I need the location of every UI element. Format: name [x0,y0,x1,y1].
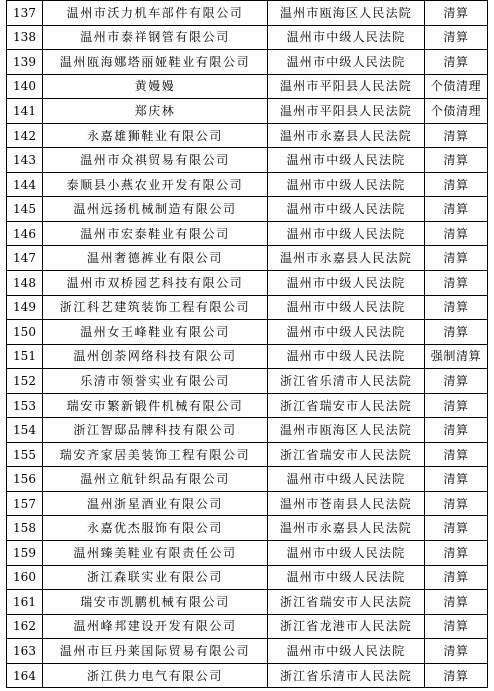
case-type: 个债清理 [425,99,488,124]
row-number: 161 [7,590,43,615]
table-row [7,1,488,26]
table-row [7,418,488,443]
court-name: 温州市中级人民法院 [268,25,425,50]
company-name: 温州市巨丹莱国际贸易有限公司 [43,639,268,664]
company-name: 永嘉雄狮鞋业有限公司 [43,123,268,148]
table-row [7,148,488,173]
company-name: 温州市双桥园艺科技有限公司 [43,271,268,296]
case-type: 清算 [425,1,488,26]
case-type: 清算 [425,320,488,345]
case-type: 清算 [425,25,488,50]
company-name: 浙江智邸品牌科技有限公司 [43,418,268,443]
company-name: 温州瓯海娜塔丽娅鞋业有限公司 [43,50,268,75]
company-name: 温州浙星酒业有限公司 [43,491,268,516]
court-name: 温州市瓯海区人民法院 [268,1,425,26]
court-name: 温州市中级人民法院 [268,639,425,664]
court-name: 温州市中级人民法院 [268,344,425,369]
court-name: 温州市永嘉县人民法院 [268,516,425,541]
case-type: 清算 [425,172,488,197]
case-table-body [7,1,488,688]
court-name: 浙江省乐清市人民法院 [268,369,425,394]
row-number: 147 [7,246,43,271]
table-row [7,590,488,615]
row-number: 158 [7,516,43,541]
court-name: 温州市中级人民法院 [268,467,425,492]
table-row [7,491,488,516]
table-row [7,172,488,197]
court-name: 温州市中级人民法院 [268,295,425,320]
company-name: 温州市众祺贸易有限公司 [43,148,268,173]
court-name: 温州市中级人民法院 [268,148,425,173]
court-name: 温州市瓯海区人民法院 [268,418,425,443]
row-number: 139 [7,50,43,75]
case-type: 清算 [425,393,488,418]
court-name: 温州市苍南县人民法院 [268,491,425,516]
case-type: 清算 [425,663,488,688]
company-name: 瑞安市繁新锻件机械有限公司 [43,393,268,418]
table-row [7,197,488,222]
table-row [7,246,488,271]
case-type: 清算 [425,467,488,492]
table-row [7,369,488,394]
court-name: 浙江省瑞安市人民法院 [268,393,425,418]
row-number: 157 [7,491,43,516]
row-number: 140 [7,74,43,99]
company-name: 泰顺县小燕农业开发有限公司 [43,172,268,197]
case-type: 清算 [425,221,488,246]
court-name: 温州市中级人民法院 [268,565,425,590]
row-number: 146 [7,221,43,246]
case-type: 清算 [425,639,488,664]
company-name: 浙江供力电气有限公司 [43,663,268,688]
case-type: 清算 [425,565,488,590]
case-type: 清算 [425,590,488,615]
table-row [7,393,488,418]
case-type: 清算 [425,50,488,75]
company-name: 温州远扬机械制造有限公司 [43,197,268,222]
row-number: 164 [7,663,43,688]
company-name: 瑞安齐家居美装饰工程有限公司 [43,442,268,467]
case-type: 清算 [425,442,488,467]
case-type: 清算 [425,148,488,173]
court-name: 温州市中级人民法院 [268,50,425,75]
row-number: 156 [7,467,43,492]
company-name: 温州女王峰鞋业有限公司 [43,320,268,345]
company-name: 浙江科艺建筑装饰工程有限公司 [43,295,268,320]
case-type: 清算 [425,614,488,639]
case-table [6,0,488,688]
court-name: 浙江省瑞安市人民法院 [268,442,425,467]
company-name: 温州创荼网络科技有限公司 [43,344,268,369]
table-row [7,123,488,148]
company-name: 永嘉优杰服饰有限公司 [43,516,268,541]
company-name: 温州市泰祥钢管有限公司 [43,25,268,50]
court-name: 温州市平阳县人民法院 [268,74,425,99]
court-name: 温州市永嘉县人民法院 [268,123,425,148]
row-number: 138 [7,25,43,50]
row-number: 162 [7,614,43,639]
table-row [7,50,488,75]
case-type: 清算 [425,418,488,443]
company-name: 温州市宏泰鞋业有限公司 [43,221,268,246]
row-number: 159 [7,541,43,566]
row-number: 141 [7,99,43,124]
row-number: 145 [7,197,43,222]
table-row [7,541,488,566]
row-number: 151 [7,344,43,369]
case-type: 清算 [425,295,488,320]
company-name: 温州奢德裤业有限公司 [43,246,268,271]
case-type: 强制清算 [425,344,488,369]
case-type: 清算 [425,271,488,296]
table-row [7,295,488,320]
table-row [7,271,488,296]
row-number: 149 [7,295,43,320]
court-name: 温州市中级人民法院 [268,221,425,246]
company-name: 瑞安市凯鹏机械有限公司 [43,590,268,615]
row-number: 154 [7,418,43,443]
row-number: 148 [7,271,43,296]
court-name: 温州市中级人民法院 [268,172,425,197]
company-name: 乐清市领誉实业有限公司 [43,369,268,394]
table-row [7,639,488,664]
company-name: 温州市沃力机车部件有限公司 [43,1,268,26]
row-number: 144 [7,172,43,197]
court-name: 温州市中级人民法院 [268,320,425,345]
company-name: 温州立航针织品有限公司 [43,467,268,492]
table-row [7,565,488,590]
case-type: 清算 [425,541,488,566]
case-type: 清算 [425,369,488,394]
table-row [7,74,488,99]
row-number: 142 [7,123,43,148]
court-name: 浙江省乐清市人民法院 [268,663,425,688]
row-number: 160 [7,565,43,590]
row-number: 143 [7,148,43,173]
table-row [7,25,488,50]
court-name: 浙江省龙港市人民法院 [268,614,425,639]
table-row [7,221,488,246]
table-row [7,320,488,345]
row-number: 152 [7,369,43,394]
table-row [7,344,488,369]
court-name: 温州市中级人民法院 [268,197,425,222]
case-type: 清算 [425,516,488,541]
table-row [7,442,488,467]
row-number: 155 [7,442,43,467]
row-number: 163 [7,639,43,664]
row-number: 153 [7,393,43,418]
company-name: 黄嫚嫚 [43,74,268,99]
court-name: 浙江省瑞安市人民法院 [268,590,425,615]
court-name: 温州市中级人民法院 [268,271,425,296]
case-type: 清算 [425,491,488,516]
court-name: 温州市中级人民法院 [268,541,425,566]
row-number: 150 [7,320,43,345]
court-name: 温州市永嘉县人民法院 [268,246,425,271]
case-type: 个债清理 [425,74,488,99]
case-type: 清算 [425,123,488,148]
case-type: 清算 [425,246,488,271]
case-type: 清算 [425,197,488,222]
table-row [7,663,488,688]
table-row [7,99,488,124]
table-row [7,516,488,541]
table-row [7,467,488,492]
company-name: 浙江森联实业有限公司 [43,565,268,590]
company-name: 温州臻美鞋业有限责任公司 [43,541,268,566]
table-row [7,614,488,639]
court-name: 温州市平阳县人民法院 [268,99,425,124]
company-name: 温州峰邦建设开发有限公司 [43,614,268,639]
row-number: 137 [7,1,43,26]
company-name: 郑庆林 [43,99,268,124]
